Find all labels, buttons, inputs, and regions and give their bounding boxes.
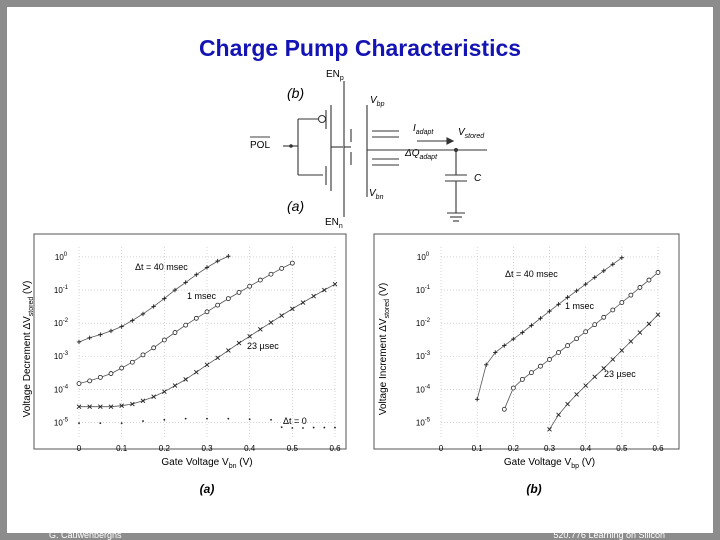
y-tick-label: $10^{-5}$ — [53, 417, 69, 428]
data-point — [120, 366, 124, 370]
data-point — [538, 364, 542, 368]
panel-label: (b) — [526, 482, 542, 496]
data-point — [121, 422, 123, 424]
data-point — [313, 427, 315, 429]
data-point — [575, 337, 579, 341]
data-point — [98, 375, 102, 379]
slide-title: Charge Pump Characteristics — [198, 35, 522, 61]
x-tick-label: 0.4 — [580, 444, 592, 453]
y-tick-label: $10^{-5}$ — [415, 417, 431, 428]
data-point — [248, 284, 252, 288]
data-point — [184, 323, 188, 327]
data-point — [237, 290, 241, 294]
x-tick-label: 0.5 — [616, 444, 628, 453]
y-tick-label: $10^{-2}$ — [53, 318, 69, 329]
series-annotation: 23 µsec — [604, 369, 636, 379]
x-tick-label: 0.3 — [543, 444, 556, 453]
data-point — [99, 422, 101, 424]
data-point — [249, 418, 251, 420]
chart-frame — [374, 234, 679, 449]
data-point — [226, 297, 230, 301]
x-tick-label: 0.1 — [471, 444, 483, 453]
x-tick-label: 0.4 — [244, 444, 256, 453]
data-point — [142, 420, 144, 422]
data-point — [162, 338, 166, 342]
pol-label: POL — [250, 140, 271, 151]
data-point — [270, 419, 272, 421]
data-point — [206, 418, 208, 420]
x-tick-label: 0.6 — [329, 444, 341, 453]
en-n-label: $EN_n$ — [325, 217, 343, 230]
chart-panel-b — [374, 234, 679, 496]
chart-panel-a — [22, 234, 346, 496]
circuit-label-a: (a) — [287, 198, 305, 214]
data-point — [258, 278, 262, 282]
data-point — [216, 303, 220, 307]
data-point — [302, 427, 304, 429]
data-point — [611, 308, 615, 312]
charts-svg — [7, 7, 713, 533]
vbp-label: $V_{bp}$ — [370, 95, 385, 108]
data-point — [88, 379, 92, 383]
data-point — [656, 270, 660, 274]
data-point — [529, 371, 533, 375]
data-point — [291, 427, 293, 429]
y-tick-label: $10^{-3}$ — [53, 351, 69, 362]
y-tick-label: $10^0$ — [416, 251, 430, 262]
data-point — [163, 419, 165, 421]
data-point — [548, 357, 552, 361]
y-axis-label: Voltage Decrement $\Delta V_{stored}$ (V) — [22, 280, 35, 418]
x-axis-label: Gate Voltage $V_{bp}$ (V) — [503, 457, 596, 470]
y-tick-label: $10^{-4}$ — [53, 384, 69, 395]
y-tick-label: $10^{-1}$ — [415, 285, 431, 296]
series-annotation: 23 µsec — [247, 341, 279, 351]
data-point — [323, 427, 325, 429]
data-point — [269, 272, 273, 276]
x-tick-label: 0.5 — [286, 444, 298, 453]
y-tick-label: $10^{-4}$ — [415, 384, 431, 395]
data-point — [629, 293, 633, 297]
data-point — [502, 407, 506, 411]
data-point — [290, 261, 294, 265]
y-tick-label: $10^{-1}$ — [53, 285, 69, 296]
data-point — [511, 386, 515, 390]
x-tick-label: 0 — [438, 444, 444, 453]
data-point — [557, 350, 561, 354]
data-point — [194, 316, 198, 320]
y-tick-label: $10^{-3}$ — [415, 351, 431, 362]
y-tick-label: $10^0$ — [54, 251, 68, 262]
data-point — [281, 426, 283, 428]
data-point — [185, 418, 187, 420]
x-axis-label: Gate Voltage $V_{bn}$ (V) — [161, 457, 253, 470]
data-point — [566, 344, 570, 348]
dq-label: $\Delta Q_{adapt}$ — [405, 148, 438, 161]
footer-author: G. Cauwenberghs — [49, 530, 122, 540]
vbn-label: $V_{bn}$ — [369, 188, 384, 201]
series-annotation: 1 msec — [187, 291, 217, 301]
x-tick-label: 0.3 — [201, 444, 213, 453]
data-point — [77, 382, 81, 386]
data-point — [109, 372, 113, 376]
data-point — [152, 346, 156, 350]
panel-label: (a) — [199, 482, 215, 496]
data-point — [647, 278, 651, 282]
iadapt-label: $I_{adapt}$ — [413, 123, 434, 136]
data-point — [638, 285, 642, 289]
data-point — [130, 360, 134, 364]
series-annotation: Δt = 40 msec — [505, 269, 558, 279]
data-point — [584, 330, 588, 334]
data-point — [280, 266, 284, 270]
series-annotation: 1 msec — [565, 301, 595, 311]
data-point — [205, 310, 209, 314]
x-tick-label: 0.2 — [158, 444, 170, 453]
data-point — [334, 427, 336, 429]
series-annotation: Δt = 40 msec — [135, 262, 188, 272]
data-point — [620, 301, 624, 305]
slide — [7, 7, 713, 540]
y-axis-label: Voltage Increment $\Delta V_{stored}$ (V) — [378, 282, 391, 416]
x-tick-label: 0.6 — [652, 444, 664, 453]
en-p-label: $EN_p$ — [326, 69, 344, 82]
x-tick-label: 0.1 — [116, 444, 128, 453]
data-point — [602, 315, 606, 319]
data-point — [593, 323, 597, 327]
vstored-label: $V_{stored}$ — [458, 127, 485, 140]
data-point — [141, 353, 145, 357]
data-point — [227, 418, 229, 420]
y-tick-label: $10^{-2}$ — [415, 318, 431, 329]
data-point — [78, 422, 80, 424]
footer-course: 520.776 Learning on Silicon — [553, 530, 665, 540]
data-point — [173, 331, 177, 335]
circuit-label-b: (b) — [287, 85, 305, 101]
cap-label: C — [474, 173, 482, 184]
series-annotation: Δt = 0 — [283, 416, 307, 426]
data-point — [520, 377, 524, 381]
x-tick-label: 0.2 — [507, 444, 519, 453]
x-tick-label: 0 — [76, 444, 82, 453]
